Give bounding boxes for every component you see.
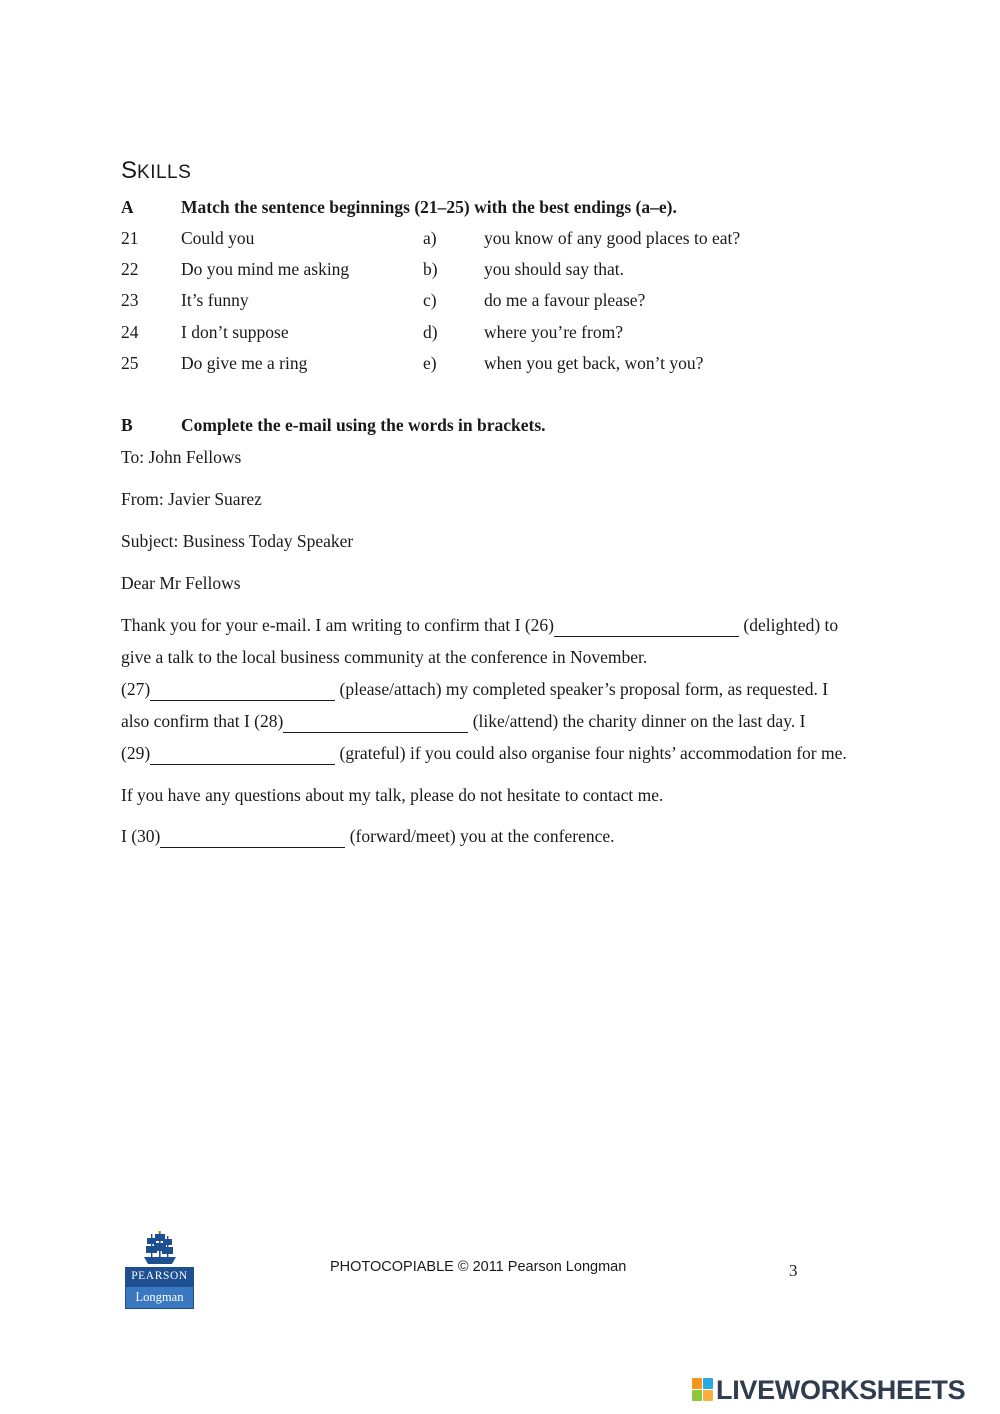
email-line [121,614,838,637]
copyright-notice: PHOTOCOPIABLE © 2011 Pearson Longman [330,1259,627,1275]
email-line [121,446,241,468]
logo-box [125,1267,194,1309]
email-text: (grateful) if you could also organise four nights’ accommodation for me. [335,743,847,763]
skills-heading-cap: S [121,157,138,184]
page-number: 3 [789,1261,798,1280]
email-text: Dear Mr Fellows [121,573,241,593]
match-beginning: Could you [181,228,255,248]
email-line [121,678,828,701]
match-number: 22 [121,259,139,279]
email-text: To: John Fellows [121,447,242,467]
match-ending: where you’re from? [484,322,623,342]
answer-27-input[interactable] [150,683,335,701]
email-text: also confirm that I (28) [121,711,284,731]
match-letter: a) [423,228,437,248]
match-beginning: It’s funny [181,290,249,310]
email-text: I (30) [121,826,161,846]
section-a-instruction: Match the sentence beginnings (21–25) with the best endings (a–e). [181,197,677,217]
email-text: (like/attend) the charity dinner on the last day. I [468,711,806,731]
email-line [121,572,241,594]
liveworksheets-logo-icon [692,1378,714,1402]
section-a-label: A [121,197,134,217]
email-line [121,784,663,806]
answer-30-input[interactable] [160,830,345,848]
match-beginning: I don’t suppose [181,322,289,342]
pearson-longman-logo [125,1231,194,1309]
logo-longman-text: Longman [135,1290,184,1304]
email-text: (27) [121,679,151,699]
liveworksheets-logo-tile [703,1378,713,1389]
email-line [121,646,647,668]
match-number: 24 [121,322,139,342]
email-text: (29) [121,743,151,763]
match-beginning: Do you mind me asking [181,259,350,279]
match-ending: when you get back, won’t you? [484,353,704,373]
liveworksheets-wordmark: LIVEWORKSHEETS [716,1375,966,1405]
answer-26-input[interactable] [554,619,739,637]
logo-longman-band [126,1287,193,1308]
answer-28-input[interactable] [283,715,468,733]
liveworksheets-logo-tile [703,1390,713,1401]
skills-heading-rest: KILLS [137,162,192,183]
email-text: (please/attach) my completed speaker’s proposal form, as requested. I [335,679,829,699]
email-line [121,488,262,510]
email-text: From: Javier Suarez [121,489,262,509]
email-line [121,530,353,552]
match-beginning: Do give me a ring [181,353,308,373]
email-text: Thank you for your e-mail. I am writing to confirm that I (26) [121,615,555,635]
liveworksheets-logo-tile [692,1378,702,1389]
match-number: 21 [121,228,139,248]
email-line [121,710,805,733]
match-ending: do me a favour please? [484,290,646,310]
match-letter: c) [423,290,437,310]
ship-icon [143,1231,177,1267]
match-letter: d) [423,322,438,342]
answer-29-input[interactable] [150,747,335,765]
section-b-label: B [121,415,133,435]
match-letter: e) [423,353,437,373]
email-line [121,742,847,765]
logo-pearson-text: PEARSON [131,1270,188,1282]
email-text: Subject: Business Today Speaker [121,531,354,551]
email-text: give a talk to the local business community at the conference in November. [121,647,648,667]
match-ending: you know of any good places to eat? [484,228,741,248]
email-text: (delighted) to [739,615,839,635]
skills-heading [121,159,191,183]
match-number: 23 [121,290,139,310]
match-letter: b) [423,259,438,279]
email-line [121,825,615,848]
email-text: If you have any questions about my talk, please do not hesitate to contact me. [121,785,664,805]
section-b-instruction: Complete the e-mail using the words in brackets. [181,415,546,435]
email-text: (forward/meet) you at the conference. [345,826,615,846]
match-number: 25 [121,353,139,373]
liveworksheets-logo-tile [692,1390,702,1401]
match-ending: you should say that. [484,259,624,279]
